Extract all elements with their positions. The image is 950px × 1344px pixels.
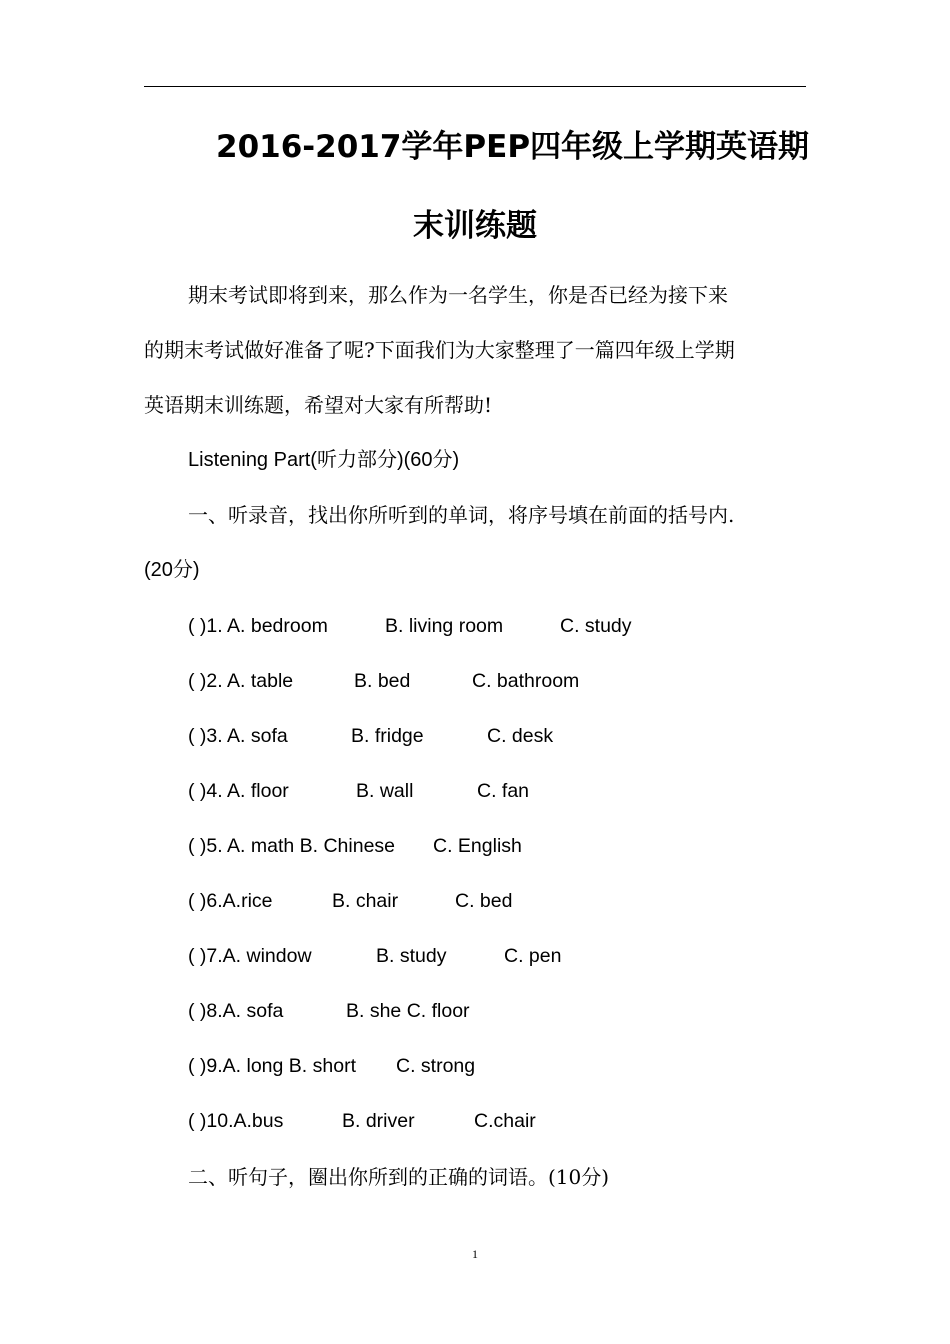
question-6-option-c: C. bed (455, 890, 513, 912)
question-6-option-a: ( )6.A.rice (188, 890, 273, 912)
question-6-option-b: B. chair (332, 890, 399, 912)
question-4-option-c: C. fan (477, 780, 530, 802)
intro-paragraph-line-1: 期末考试即将到来，那么作为一名学生，你是否已经为接下来 (188, 283, 728, 307)
intro-paragraph-line-2: 的期末考试做好准备了呢?下面我们为大家整理了一篇四年级上学期 (144, 338, 735, 362)
question-7-option-c: C. pen (504, 945, 562, 967)
document-title-line-2: 末训练题 (413, 208, 537, 244)
question-5-option-c: C. English (433, 835, 522, 857)
question-5-options-a-b: ( )5. A. math B. Chinese (188, 835, 396, 857)
intro-paragraph-line-3: 英语期末训练题，希望对大家有所帮助! (144, 393, 493, 417)
question-1-option-a: ( )1. A. bedroom (188, 615, 328, 637)
question-2-option-b: B. bed (354, 670, 411, 692)
question-9-options-a-b: ( )9.A. long B. short (188, 1055, 356, 1077)
section-2-instruction: 二、听句子，圈出你所到的正确的词语。(10分) (188, 1165, 610, 1189)
question-7-option-b: B. study (376, 945, 447, 967)
page-number: 1 (472, 1247, 478, 1261)
section-1-instruction-line-2: (20分) (144, 559, 200, 581)
question-3-option-c: C. desk (487, 725, 554, 747)
listening-part-heading: Listening Part(听力部分)(60分) (188, 449, 460, 471)
section-1-instruction-line-1: 一、听录音，找出你所听到的单词，将序号填在前面的括号内. (188, 503, 735, 527)
question-1-option-b: B. living room (385, 615, 504, 637)
document-title-line-1: 2016-2017学年PEP四年级上学期英语期 (216, 129, 810, 165)
question-2-option-c: C. bathroom (472, 670, 580, 692)
question-10-option-b: B. driver (342, 1110, 415, 1132)
question-4-option-a: ( )4. A. floor (188, 780, 289, 802)
question-9-option-c: C. strong (396, 1055, 476, 1077)
question-1-option-c: C. study (560, 615, 632, 637)
question-10-option-c: C.chair (474, 1110, 536, 1132)
header-rule (144, 86, 806, 87)
question-2-option-a: ( )2. A. table (188, 670, 294, 692)
question-4-option-b: B. wall (356, 780, 414, 802)
question-7-option-a: ( )7.A. window (188, 945, 312, 967)
question-8-options-b-c: B. she C. floor (346, 1000, 470, 1022)
question-3-option-b: B. fridge (351, 725, 424, 747)
question-3-option-a: ( )3. A. sofa (188, 725, 288, 747)
question-10-option-a: ( )10.A.bus (188, 1110, 284, 1132)
question-8-option-a: ( )8.A. sofa (188, 1000, 284, 1022)
